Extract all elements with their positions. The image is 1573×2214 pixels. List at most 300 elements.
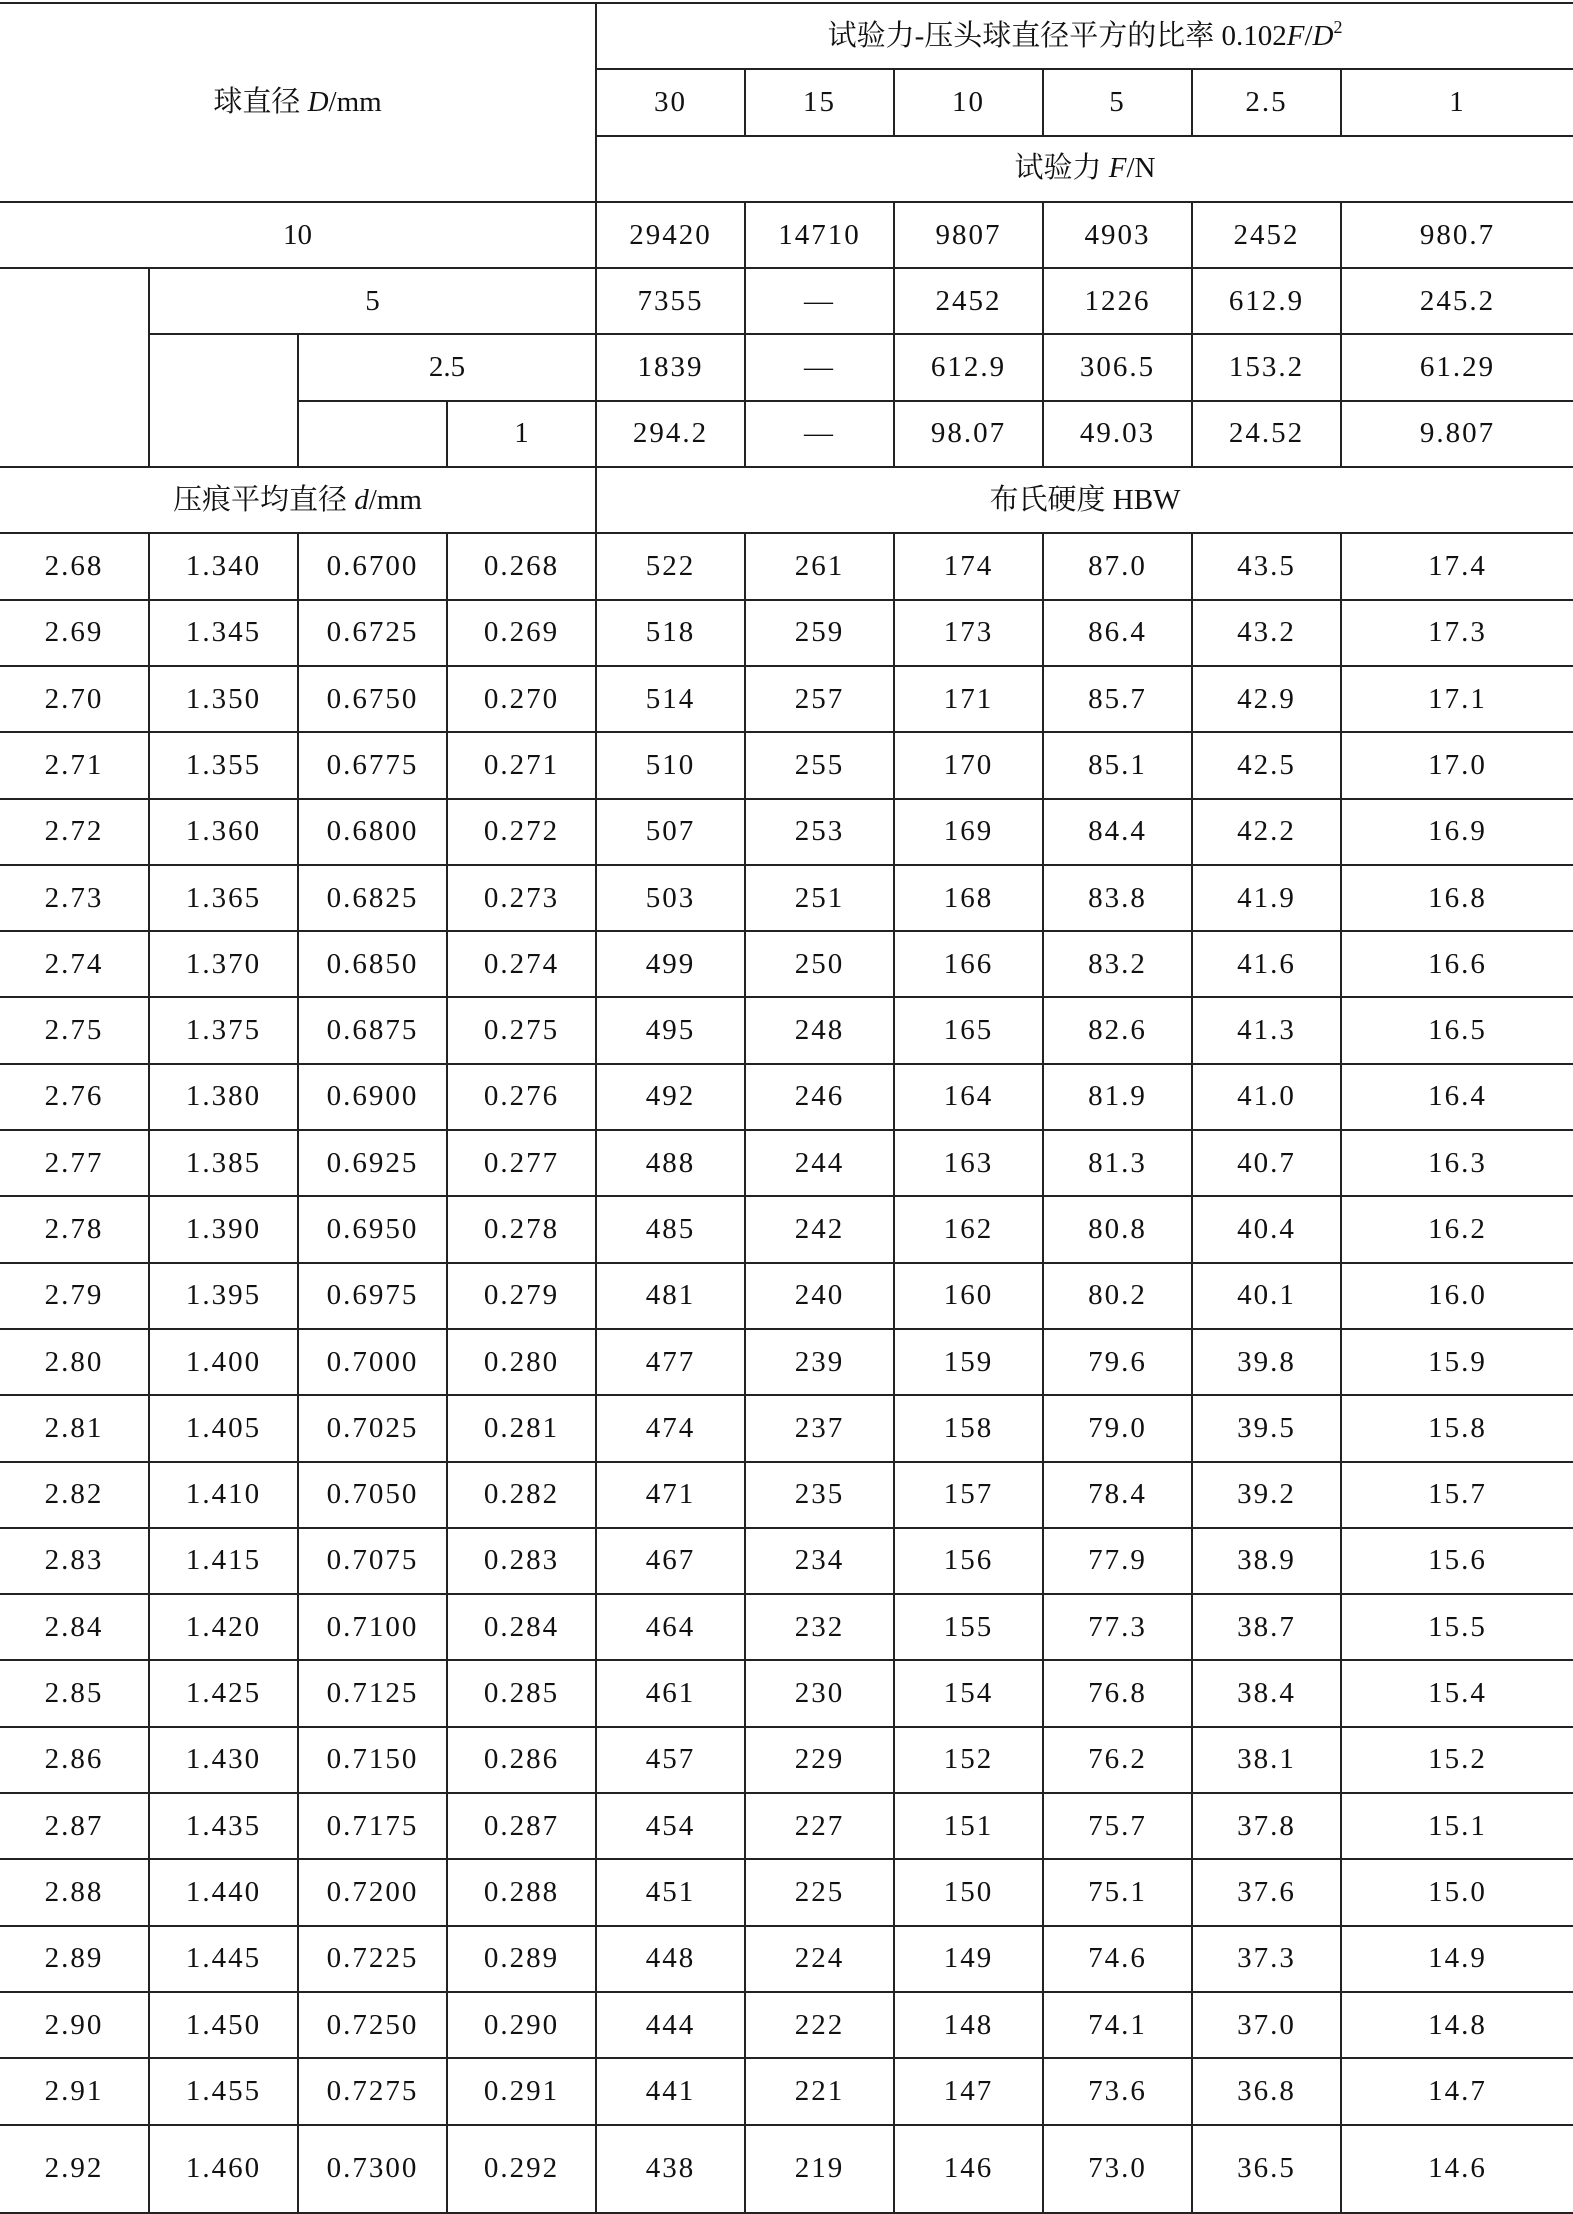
- indent-diameter-cell: 2.69: [0, 600, 149, 666]
- force-value: 9807: [894, 202, 1043, 268]
- indent-diameter-cell: 2.86: [0, 1727, 149, 1793]
- force-value: 24.52: [1192, 401, 1341, 467]
- hardness-cell: 36.8: [1192, 2058, 1341, 2124]
- indent-diameter-cell: 1.415: [149, 1528, 298, 1594]
- hardness-cell: 75.1: [1043, 1859, 1192, 1925]
- hardness-cell: 471: [596, 1462, 745, 1528]
- diameter-cell: 2.5: [298, 334, 596, 400]
- ratio-slash: /: [1304, 19, 1313, 52]
- hardness-cell: 232: [745, 1594, 894, 1660]
- indent-diameter-cell: 1.460: [149, 2125, 298, 2213]
- ball-diameter-header: [0, 3, 596, 202]
- indent-diameter-cell: 0.288: [447, 1859, 596, 1925]
- indent-diameter-cell: 0.7250: [298, 1992, 447, 2058]
- indent-diameter-cell: 1.350: [149, 666, 298, 732]
- indent-diameter-cell: 0.269: [447, 600, 596, 666]
- hardness-cell: 80.2: [1043, 1263, 1192, 1329]
- hardness-cell: 40.4: [1192, 1196, 1341, 1262]
- diameter-cell: 10: [0, 202, 596, 268]
- indent-diameter-cell: 0.6825: [298, 865, 447, 931]
- ratio-value: 30: [596, 69, 745, 135]
- indent-diameter-cell: 0.6900: [298, 1064, 447, 1130]
- hardness-cell: 522: [596, 533, 745, 599]
- ratio-value: 5: [1043, 69, 1192, 135]
- indent-diameter-cell: 2.81: [0, 1395, 149, 1461]
- table-row: [0, 1395, 1573, 1461]
- hardness-cell: 255: [745, 732, 894, 798]
- hardness-cell: 87.0: [1043, 533, 1192, 599]
- force-value: 306.5: [1043, 334, 1192, 400]
- hardness-cell: 40.1: [1192, 1263, 1341, 1329]
- hardness-cell: 157: [894, 1462, 1043, 1528]
- hardness-cell: 170: [894, 732, 1043, 798]
- indent-diameter-cell: 2.75: [0, 997, 149, 1063]
- hardness-cell: 38.9: [1192, 1528, 1341, 1594]
- hardness-cell: 76.2: [1043, 1727, 1192, 1793]
- indent-diameter-cell: 1.370: [149, 931, 298, 997]
- indent-diameter-cell: 0.283: [447, 1528, 596, 1594]
- hardness-cell: 16.2: [1341, 1196, 1573, 1262]
- indent-diameter-cell: 1.345: [149, 600, 298, 666]
- indent-diameter-cell: 2.76: [0, 1064, 149, 1130]
- indent-diameter-cell: 0.7200: [298, 1859, 447, 1925]
- indent-diameter-cell: 1.365: [149, 865, 298, 931]
- hardness-cell: 40.7: [1192, 1130, 1341, 1196]
- force-value: 245.2: [1341, 268, 1573, 334]
- indent-diameter-cell: 0.276: [447, 1064, 596, 1130]
- hardness-cell: 464: [596, 1594, 745, 1660]
- hardness-cell: 503: [596, 865, 745, 931]
- indent-unit: /mm: [368, 483, 422, 516]
- indent-diameter-cell: 2.82: [0, 1462, 149, 1528]
- indent-diameter-cell: 0.7175: [298, 1793, 447, 1859]
- hardness-cell: 151: [894, 1793, 1043, 1859]
- indent-diameter-cell: 0.282: [447, 1462, 596, 1528]
- indent-diameter-cell: 2.88: [0, 1859, 149, 1925]
- indent-diameter-cell: 1.425: [149, 1660, 298, 1726]
- indent-diameter-cell: 0.291: [447, 2058, 596, 2124]
- hardness-cell: 77.9: [1043, 1528, 1192, 1594]
- indent-diameter-cell: 0.7000: [298, 1329, 447, 1395]
- force-value: 49.03: [1043, 401, 1192, 467]
- indent-diameter-cell: 1.380: [149, 1064, 298, 1130]
- diameter-cell: 1: [447, 401, 596, 467]
- table-row: [0, 1926, 1573, 1992]
- indent-diameter-cell: 0.278: [447, 1196, 596, 1262]
- hardness-cell: 492: [596, 1064, 745, 1130]
- hardness-cell: 15.5: [1341, 1594, 1573, 1660]
- blank-cell: [149, 334, 298, 467]
- indent-diameter-cell: 0.7125: [298, 1660, 447, 1726]
- hardness-cell: 242: [745, 1196, 894, 1262]
- indent-diameter-cell: 0.279: [447, 1263, 596, 1329]
- ratio-header: [596, 3, 1573, 69]
- ratio-value: 1: [1341, 69, 1573, 135]
- table-row: [0, 2125, 1573, 2213]
- table-row: [0, 1727, 1573, 1793]
- indent-diameter-cell: 1.360: [149, 799, 298, 865]
- hardness-cell: 37.3: [1192, 1926, 1341, 1992]
- hardness-cell: 36.5: [1192, 2125, 1341, 2213]
- indent-diameter-cell: 0.281: [447, 1395, 596, 1461]
- hardness-cell: 444: [596, 1992, 745, 2058]
- indent-diameter-cell: 2.85: [0, 1660, 149, 1726]
- hardness-cell: 16.0: [1341, 1263, 1573, 1329]
- hardness-cell: 41.6: [1192, 931, 1341, 997]
- hardness-cell: 14.6: [1341, 2125, 1573, 2213]
- hardness-cell: 173: [894, 600, 1043, 666]
- hardness-cell: 474: [596, 1395, 745, 1461]
- indent-diameter-cell: 0.270: [447, 666, 596, 732]
- hardness-cell: 169: [894, 799, 1043, 865]
- indent-diameter-header: [0, 467, 596, 533]
- force-value: —: [745, 401, 894, 467]
- indent-diameter-cell: 2.77: [0, 1130, 149, 1196]
- indent-diameter-cell: 0.292: [447, 2125, 596, 2213]
- table-row: [0, 1196, 1573, 1262]
- hardness-cell: 451: [596, 1859, 745, 1925]
- hardness-cell: 448: [596, 1926, 745, 1992]
- hardness-cell: 75.7: [1043, 1793, 1192, 1859]
- hardness-cell: 77.3: [1043, 1594, 1192, 1660]
- hardness-cell: 79.0: [1043, 1395, 1192, 1461]
- indent-diameter-cell: 1.455: [149, 2058, 298, 2124]
- hardness-cell: 39.2: [1192, 1462, 1341, 1528]
- table-row: [0, 600, 1573, 666]
- hardness-cell: 246: [745, 1064, 894, 1130]
- ratio-symbol-f: F: [1286, 19, 1305, 52]
- force-header: [596, 136, 1573, 202]
- hardness-cell: 259: [745, 600, 894, 666]
- hardness-cell: 251: [745, 865, 894, 931]
- hardness-cell: 225: [745, 1859, 894, 1925]
- indent-diameter-cell: 2.87: [0, 1793, 149, 1859]
- indent-diameter-cell: 2.68: [0, 533, 149, 599]
- table-row: [0, 865, 1573, 931]
- indent-diameter-cell: 0.6875: [298, 997, 447, 1063]
- hardness-table: [0, 2, 1573, 2214]
- hardness-cell: 42.2: [1192, 799, 1341, 865]
- hardness-cell: 16.5: [1341, 997, 1573, 1063]
- indent-diameter-cell: 0.271: [447, 732, 596, 798]
- table-row: [0, 732, 1573, 798]
- hardness-cell: 149: [894, 1926, 1043, 1992]
- hardness-cell: 85.7: [1043, 666, 1192, 732]
- table-row: [0, 1992, 1573, 2058]
- hardness-cell: 16.9: [1341, 799, 1573, 865]
- indent-diameter-cell: 1.375: [149, 997, 298, 1063]
- ratio-label: 试验力-压头球直径平方的比率 0.102: [827, 19, 1287, 52]
- indent-diameter-cell: 2.70: [0, 666, 149, 732]
- table-row: [0, 1793, 1573, 1859]
- table-row: [0, 533, 1573, 599]
- indent-diameter-cell: 2.89: [0, 1926, 149, 1992]
- indent-diameter-cell: 1.435: [149, 1793, 298, 1859]
- indent-diameter-cell: 0.6750: [298, 666, 447, 732]
- indent-diameter-cell: 0.275: [447, 997, 596, 1063]
- indent-diameter-cell: 0.6950: [298, 1196, 447, 1262]
- force-value: 98.07: [894, 401, 1043, 467]
- indent-diameter-cell: 0.7100: [298, 1594, 447, 1660]
- indent-diameter-cell: 1.420: [149, 1594, 298, 1660]
- hardness-cell: 37.0: [1192, 1992, 1341, 2058]
- ratio-value: 15: [745, 69, 894, 135]
- hardness-cell: 146: [894, 2125, 1043, 2213]
- force-value: 14710: [745, 202, 894, 268]
- indent-diameter-cell: 0.272: [447, 799, 596, 865]
- force-value: —: [745, 268, 894, 334]
- hardness-cell: 15.4: [1341, 1660, 1573, 1726]
- table-row: [0, 997, 1573, 1063]
- hardness-cell: 16.6: [1341, 931, 1573, 997]
- force-unit: /N: [1126, 152, 1156, 185]
- table-row: [0, 1130, 1573, 1196]
- indent-diameter-cell: 0.6725: [298, 600, 447, 666]
- indent-diameter-cell: 0.7025: [298, 1395, 447, 1461]
- hardness-cell: 76.8: [1043, 1660, 1192, 1726]
- indent-diameter-cell: 0.6775: [298, 732, 447, 798]
- indent-diameter-cell: 1.445: [149, 1926, 298, 1992]
- hardness-cell: 15.9: [1341, 1329, 1573, 1395]
- indent-diameter-cell: 0.286: [447, 1727, 596, 1793]
- hardness-cell: 41.9: [1192, 865, 1341, 931]
- hardness-cell: 39.8: [1192, 1329, 1341, 1395]
- force-value: 7355: [596, 268, 745, 334]
- hardness-cell: 43.2: [1192, 600, 1341, 666]
- indent-diameter-cell: 2.78: [0, 1196, 149, 1262]
- indent-diameter-cell: 0.284: [447, 1594, 596, 1660]
- ratio-symbol-d: D: [1312, 19, 1334, 52]
- indent-diameter-cell: 0.277: [447, 1130, 596, 1196]
- indent-diameter-cell: 2.80: [0, 1329, 149, 1395]
- indent-diameter-cell: 0.287: [447, 1793, 596, 1859]
- hardness-cell: 164: [894, 1064, 1043, 1130]
- hardness-cell: 488: [596, 1130, 745, 1196]
- indent-diameter-cell: 1.355: [149, 732, 298, 798]
- hardness-cell: 250: [745, 931, 894, 997]
- indent-diameter-cell: 2.90: [0, 1992, 149, 2058]
- table-row: [0, 1660, 1573, 1726]
- indent-diameter-cell: 0.289: [447, 1926, 596, 1992]
- hardness-cell: 156: [894, 1528, 1043, 1594]
- hardness-cell: 221: [745, 2058, 894, 2124]
- force-value: 61.29: [1341, 334, 1573, 400]
- indent-diameter-cell: 0.280: [447, 1329, 596, 1395]
- hardness-cell: 158: [894, 1395, 1043, 1461]
- hardness-cell: 160: [894, 1263, 1043, 1329]
- hardness-cell: 234: [745, 1528, 894, 1594]
- hardness-cell: 154: [894, 1660, 1043, 1726]
- hardness-cell: 163: [894, 1130, 1043, 1196]
- indent-diameter-cell: 0.268: [447, 533, 596, 599]
- hardness-cell: 507: [596, 799, 745, 865]
- hardness-cell: 257: [745, 666, 894, 732]
- hardness-cell: 83.8: [1043, 865, 1192, 931]
- force-value: 2452: [894, 268, 1043, 334]
- hardness-cell: 159: [894, 1329, 1043, 1395]
- hardness-cell: 15.0: [1341, 1859, 1573, 1925]
- indent-diameter-cell: 0.6800: [298, 799, 447, 865]
- ratio-exponent: 2: [1333, 16, 1343, 37]
- table-row: [0, 1462, 1573, 1528]
- indent-diameter-cell: 0.6700: [298, 533, 447, 599]
- force-value: 153.2: [1192, 334, 1341, 400]
- hardness-cell: 171: [894, 666, 1043, 732]
- hardness-cell: 235: [745, 1462, 894, 1528]
- hardness-cell: 15.7: [1341, 1462, 1573, 1528]
- indent-diameter-cell: 1.340: [149, 533, 298, 599]
- indent-diameter-cell: 0.285: [447, 1660, 596, 1726]
- force-value: 2452: [1192, 202, 1341, 268]
- hardness-cell: 43.5: [1192, 533, 1341, 599]
- hardness-cell: 15.1: [1341, 1793, 1573, 1859]
- hardness-cell: 41.0: [1192, 1064, 1341, 1130]
- hardness-cell: 78.4: [1043, 1462, 1192, 1528]
- hardness-cell: 73.0: [1043, 2125, 1192, 2213]
- hardness-cell: 79.6: [1043, 1329, 1192, 1395]
- ball-diameter-label: 球直径: [213, 85, 301, 118]
- hardness-cell: 74.6: [1043, 1926, 1192, 1992]
- hardness-cell: 83.2: [1043, 931, 1192, 997]
- indent-diameter-cell: 2.91: [0, 2058, 149, 2124]
- hardness-cell: 441: [596, 2058, 745, 2124]
- indent-diameter-cell: 2.73: [0, 865, 149, 931]
- force-value: 612.9: [1192, 268, 1341, 334]
- indent-diameter-cell: 1.395: [149, 1263, 298, 1329]
- indent-diameter-cell: 0.7225: [298, 1926, 447, 1992]
- hardness-cell: 81.3: [1043, 1130, 1192, 1196]
- hardness-cell: 80.8: [1043, 1196, 1192, 1262]
- hardness-cell: 240: [745, 1263, 894, 1329]
- hardness-cell: 74.1: [1043, 1992, 1192, 2058]
- hardness-cell: 81.9: [1043, 1064, 1192, 1130]
- force-value: 612.9: [894, 334, 1043, 400]
- indent-diameter-cell: 2.79: [0, 1263, 149, 1329]
- hardness-cell: 518: [596, 600, 745, 666]
- indent-diameter-cell: 0.274: [447, 931, 596, 997]
- indent-diameter-cell: 0.7150: [298, 1727, 447, 1793]
- hardness-cell: 152: [894, 1727, 1043, 1793]
- hardness-cell: 467: [596, 1528, 745, 1594]
- force-value: 980.7: [1341, 202, 1573, 268]
- hardness-cell: 495: [596, 997, 745, 1063]
- indent-diameter-cell: 0.7300: [298, 2125, 447, 2213]
- indent-diameter-cell: 1.450: [149, 1992, 298, 2058]
- indent-diameter-cell: 0.6925: [298, 1130, 447, 1196]
- blank-cell: [0, 268, 149, 467]
- indent-diameter-cell: 0.7275: [298, 2058, 447, 2124]
- table-row: [0, 1329, 1573, 1395]
- hardness-cell: 37.6: [1192, 1859, 1341, 1925]
- force-value: 29420: [596, 202, 745, 268]
- hardness-cell: 168: [894, 865, 1043, 931]
- force-value: —: [745, 334, 894, 400]
- hardness-cell: 38.4: [1192, 1660, 1341, 1726]
- indent-label: 压痕平均直径: [173, 483, 355, 516]
- table-row: [0, 1859, 1573, 1925]
- hardness-cell: 84.4: [1043, 799, 1192, 865]
- indent-diameter-cell: 0.290: [447, 1992, 596, 2058]
- hardness-cell: 17.4: [1341, 533, 1573, 599]
- table-row: [0, 1528, 1573, 1594]
- table-row: [0, 1594, 1573, 1660]
- indent-diameter-cell: 1.410: [149, 1462, 298, 1528]
- indent-diameter-cell: 1.385: [149, 1130, 298, 1196]
- hardness-cell: 148: [894, 1992, 1043, 2058]
- hardness-cell: 41.3: [1192, 997, 1341, 1063]
- diameter-cell: 5: [149, 268, 596, 334]
- hardness-cell: 15.8: [1341, 1395, 1573, 1461]
- hardness-cell: 461: [596, 1660, 745, 1726]
- hardness-cell: 150: [894, 1859, 1043, 1925]
- indent-diameter-cell: 1.440: [149, 1859, 298, 1925]
- hardness-cell: 237: [745, 1395, 894, 1461]
- hardness-cell: 39.5: [1192, 1395, 1341, 1461]
- hardness-cell: 38.1: [1192, 1727, 1341, 1793]
- hardness-cell: 244: [745, 1130, 894, 1196]
- hardness-cell: 165: [894, 997, 1043, 1063]
- indent-diameter-cell: 0.6975: [298, 1263, 447, 1329]
- hardness-cell: 224: [745, 1926, 894, 1992]
- hardness-cell: 219: [745, 2125, 894, 2213]
- hardness-cell: 86.4: [1043, 600, 1192, 666]
- table-row: [0, 1064, 1573, 1130]
- hardness-cell: 230: [745, 1660, 894, 1726]
- hardness-cell: 73.6: [1043, 2058, 1192, 2124]
- hardness-cell: 16.3: [1341, 1130, 1573, 1196]
- hardness-cell: 14.8: [1341, 1992, 1573, 2058]
- indent-diameter-cell: 2.84: [0, 1594, 149, 1660]
- hardness-cell: 85.1: [1043, 732, 1192, 798]
- hardness-cell: 16.8: [1341, 865, 1573, 931]
- force-value: 9.807: [1341, 401, 1573, 467]
- table-row: [0, 799, 1573, 865]
- hardness-cell: 42.9: [1192, 666, 1341, 732]
- hardness-cell: 174: [894, 533, 1043, 599]
- hardness-cell: 485: [596, 1196, 745, 1262]
- table-row: [0, 1263, 1573, 1329]
- hardness-cell: 477: [596, 1329, 745, 1395]
- table-row: [0, 666, 1573, 732]
- indent-diameter-cell: 0.273: [447, 865, 596, 931]
- table-row: [0, 931, 1573, 997]
- indent-diameter-cell: 0.7075: [298, 1528, 447, 1594]
- hardness-cell: 222: [745, 1992, 894, 2058]
- hardness-cell: 510: [596, 732, 745, 798]
- hardness-cell: 17.1: [1341, 666, 1573, 732]
- indent-diameter-cell: 2.92: [0, 2125, 149, 2213]
- hardness-cell: 147: [894, 2058, 1043, 2124]
- force-value: 1839: [596, 334, 745, 400]
- ratio-value: 2.5: [1192, 69, 1341, 135]
- indent-diameter-cell: 1.400: [149, 1329, 298, 1395]
- hardness-cell: 261: [745, 533, 894, 599]
- hardness-cell: 162: [894, 1196, 1043, 1262]
- hardness-cell: 15.2: [1341, 1727, 1573, 1793]
- hardness-cell: 499: [596, 931, 745, 997]
- force-value: 1226: [1043, 268, 1192, 334]
- force-value: 4903: [1043, 202, 1192, 268]
- hardness-cell: 16.4: [1341, 1064, 1573, 1130]
- indent-diameter-cell: 2.74: [0, 931, 149, 997]
- hardness-cell: 514: [596, 666, 745, 732]
- blank-cell: [298, 401, 447, 467]
- hardness-cell: 457: [596, 1727, 745, 1793]
- hbw-header: 布氏硬度 HBW: [596, 467, 1573, 533]
- ball-diameter-unit: /mm: [328, 85, 382, 118]
- hardness-cell: 17.3: [1341, 600, 1573, 666]
- indent-symbol: d: [354, 483, 369, 516]
